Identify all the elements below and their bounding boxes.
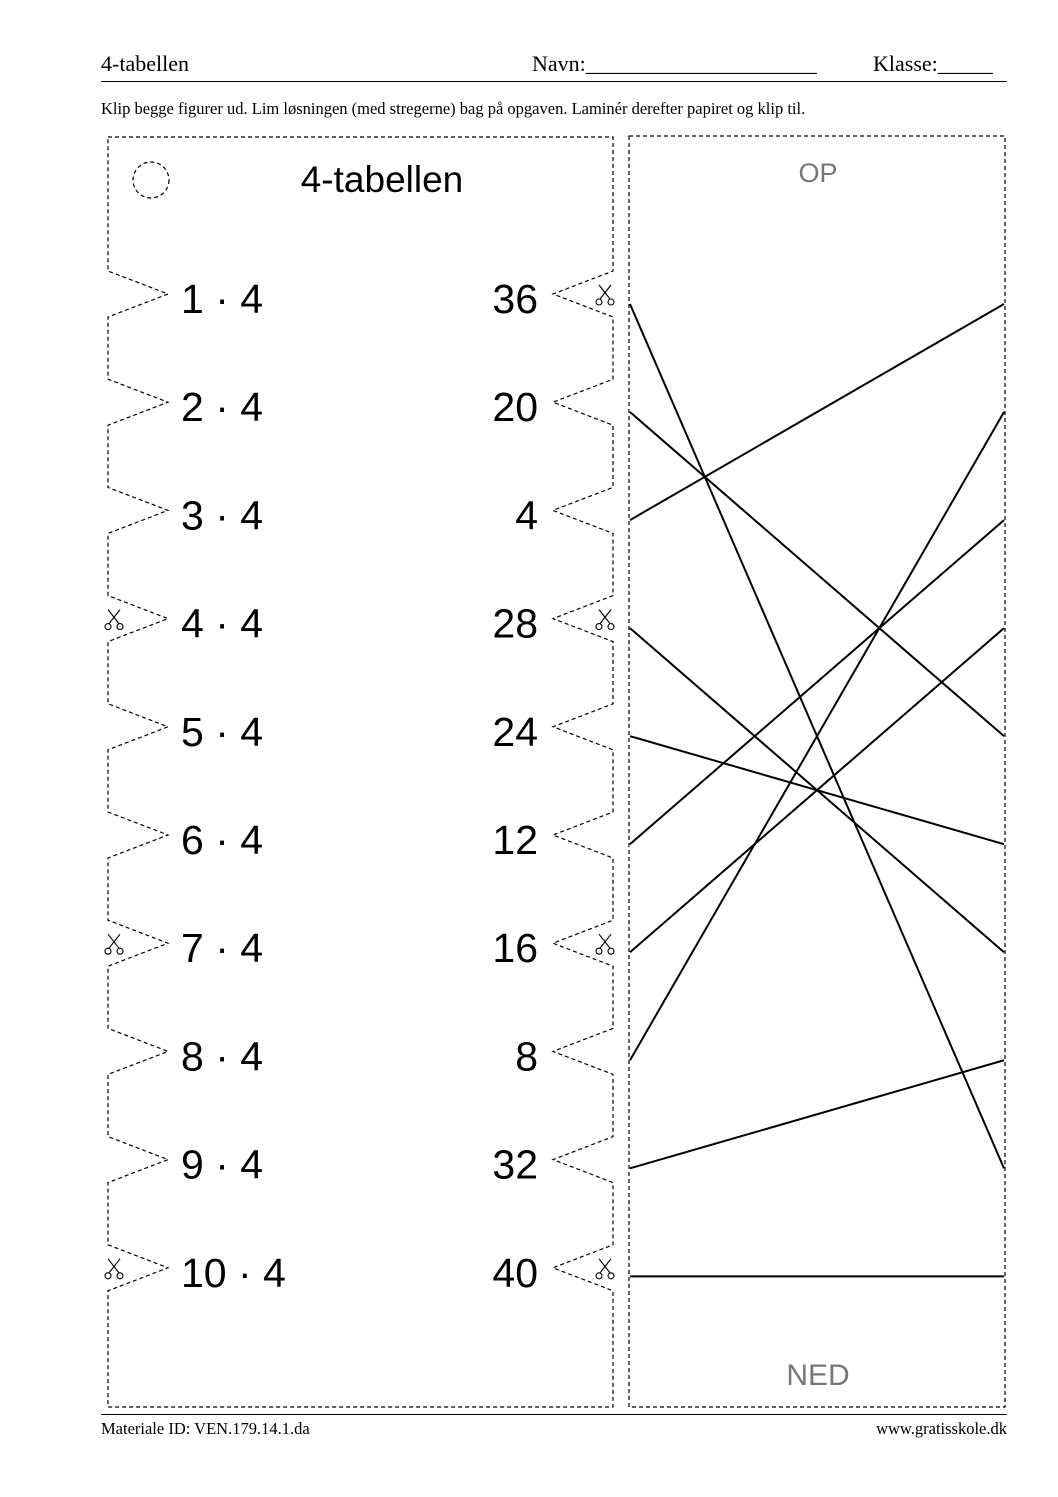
answer-item: 4: [515, 492, 538, 539]
name-field-label: Navn:_____________________: [532, 51, 817, 76]
connection-line: [630, 1060, 1004, 1168]
problems-list: [181, 276, 286, 1296]
website-url: www.gratisskole.dk: [876, 1419, 1007, 1438]
problem-item: 2 · 4: [181, 384, 264, 431]
problem-item: 8 · 4: [181, 1033, 264, 1080]
connection-line: [630, 304, 1004, 520]
problem-item: 3 · 4: [181, 492, 264, 539]
footer-divider: [101, 1414, 1007, 1415]
scissors-icon: [596, 285, 614, 305]
scissors-icon: [105, 1259, 123, 1279]
class-field-label: Klasse:_____: [873, 51, 993, 76]
problem-item: 9 · 4: [181, 1141, 264, 1188]
punch-hole-icon: [133, 162, 169, 198]
scissors-icon: [105, 610, 123, 630]
scissors-icon: [105, 934, 123, 954]
right-card-outline: [629, 136, 1005, 1407]
header-title: 4-tabellen: [101, 51, 189, 76]
material-id: Materiale ID: VEN.179.14.1.da: [101, 1419, 310, 1438]
problem-item: 7 · 4: [181, 925, 264, 972]
scissors-icon: [596, 1259, 614, 1279]
answer-item: 36: [492, 276, 538, 322]
connection-line: [630, 412, 1004, 736]
left-card-outline: [108, 137, 613, 1407]
scissors-icon: [596, 934, 614, 954]
card-title: 4-tabellen: [300, 159, 464, 200]
answer-item: 8: [515, 1033, 538, 1080]
scissors-icon: [596, 610, 614, 630]
problem-item: 5 · 4: [181, 708, 264, 755]
scissors-marks: [105, 285, 614, 1279]
instruction-text: Klip begge figurer ud. Lim løsningen (med stregerne) bag på opgaven. Laminér derefter papiret og klip til.: [101, 99, 806, 118]
problem-item: 1 · 4: [181, 276, 264, 322]
connection-lines: [630, 304, 1004, 1276]
right-card: [629, 136, 1005, 1407]
connection-line: [630, 412, 1004, 1060]
answer-item: 40: [492, 1249, 538, 1296]
connection-line: [630, 520, 1004, 844]
top-label: OP: [798, 158, 838, 188]
answer-item: 12: [492, 817, 538, 863]
problem-item: 4 · 4: [181, 600, 264, 647]
answer-item: 32: [492, 1141, 538, 1188]
answers-list: [492, 276, 538, 1296]
left-card: [105, 137, 614, 1407]
bottom-label: NED: [786, 1359, 850, 1392]
problem-item: 10 · 4: [181, 1249, 286, 1296]
answer-item: 28: [492, 600, 538, 647]
answer-item: 16: [492, 925, 538, 972]
problem-item: 6 · 4: [181, 817, 264, 863]
answer-item: 24: [492, 708, 538, 755]
answer-item: 20: [492, 384, 538, 431]
